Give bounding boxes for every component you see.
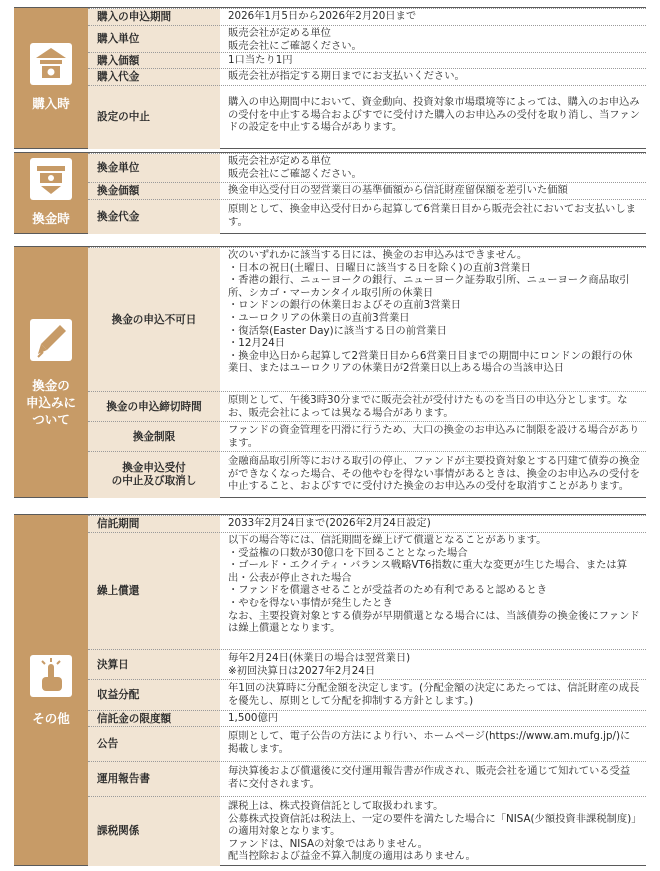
row-label: 換金価額 (88, 183, 220, 200)
row-value: 1口当たり1円 (228, 54, 293, 66)
row-label: 換金申込受付 の中止及び取消し (88, 452, 220, 498)
row-redemption-unit (88, 153, 646, 183)
row-redemption-restriction (88, 421, 646, 452)
row-value: 原則として、電子公告の方法により行い、ホームページ(https://www.am.mufg.jp/)に掲載します。 (228, 730, 631, 755)
row-value: 金融商品取引所等における取引の停止、ファンドが主要投資対象とする円建て債券の換金ができなくなった場合、その他やむを得ない事情があるときは、換金のお申込みの受付を中止すること、およびすでに受付けた換金のお申込みの受付を取消すことがあります。 (228, 455, 640, 493)
row-trust-period (88, 515, 646, 533)
category-label: 購入時 (32, 96, 70, 111)
row-value: 購入の申込期間中において、資金動向、投資対象市場環境等によっては、購入のお申込みの受付を中止する場合およびすでに受付けた購入のお申込みの受付を取り消し、当ファンドの設定を中止する場合があります。 (228, 96, 640, 134)
row-label: 設定の中止 (88, 86, 220, 149)
pointing-hand-icon (30, 655, 72, 697)
category-label: 換金時 (32, 211, 70, 226)
row-label: 購入の申込期間 (88, 9, 220, 26)
row-value: ファンドの資金管理を円滑に行うため、大口の換金のお申込みに制限を設ける場合があります。 (228, 424, 640, 449)
row-label: 繰上償還 (88, 533, 220, 650)
row-settlement-date (88, 649, 646, 680)
row-label: 購入代金 (88, 69, 220, 86)
row-label: 決算日 (88, 650, 220, 680)
row-label: 換金の申込不可日 (88, 248, 220, 392)
row-value: 1,500億円 (228, 712, 279, 724)
row-redemption-unavailable-days (88, 247, 646, 392)
row-purchase-unit (88, 25, 646, 53)
section-redemption (14, 152, 646, 234)
row-label: 運用報告書 (88, 762, 220, 797)
row-redemption-cancellation (88, 451, 646, 498)
pen-icon (30, 319, 72, 361)
category-panel (14, 247, 88, 497)
row-redemption-payment (88, 199, 646, 234)
section-redemption-application (14, 246, 646, 498)
row-label: 換金の申込締切時間 (88, 392, 220, 422)
row-public-notice (88, 726, 646, 762)
row-value: 次のいずれかに該当する日には、換金のお申込みはできません。 ・日本の祝日(土曜日、日曜日に該当する日を除く)の直前3営業日 ・香港の銀行、ニューヨークの銀行、ニューヨーク証券取引所、ニューヨーク商品取引所、シカゴ・マーカンタイル取引所の休業日 ・ロンドンの銀行の休業日およびその直前3営業日 ・ユーロクリアの休業日の直前3営業日 ・復活祭(Easter Day)に該当する日の前営業日 ・12月24日 ・換金申込日から起算して2営業日目から6営業日目までの期間中にロンドンの銀行の休業日、またはユーロクリアの休業日が2営業日以上ある場合の当該申込日 (228, 249, 633, 375)
row-purchase-suspension (88, 85, 646, 149)
category-panel (14, 8, 88, 148)
section-purchase (14, 7, 646, 149)
row-label: 信託期間 (88, 516, 220, 533)
row-value: 毎年2月24日(休業日の場合は翌営業日) ※初回決算日は2027年2月24日 (228, 652, 411, 677)
row-label: 換金制限 (88, 422, 220, 452)
row-value: 毎決算後および償還後に交付運用報告書が作成され、販売会社を通じて知れている受益者に交付されます。 (228, 765, 631, 790)
row-value: 年1回の決算時に分配金額を決定します。(分配金額の決定にあたっては、信託財産の成長を優先し、原則として分配を抑制する方針とします。) (228, 682, 640, 707)
row-value: 換金申込受付日の翌営業日の基準価額から信託財産留保額を差引いた価額 (228, 184, 568, 196)
category-label: 換金の 申込みに ついて (25, 378, 76, 427)
row-value: 販売会社が定める単位 販売会社にご確認ください。 (228, 27, 362, 52)
row-label: 購入価額 (88, 53, 220, 69)
row-value: 原則として、午後3時30分までに販売会社が受付けたものを当日の申込分とします。なお、販売会社によっては異なる場合があります。 (228, 394, 628, 419)
row-management-report (88, 761, 646, 797)
row-redemption-price (88, 182, 646, 200)
row-taxation (88, 796, 646, 866)
category-label: その他 (32, 711, 70, 726)
category-panel (14, 515, 88, 865)
row-label: 収益分配 (88, 680, 220, 711)
row-value: 販売会社が指定する期日までにお支払いください。 (228, 70, 465, 82)
row-label: 信託金の限度額 (88, 711, 220, 727)
row-value: 原則として、換金申込受付日から起算して6営業日目から販売会社においてお支払いします。 (228, 203, 636, 228)
purchase-icon (30, 43, 72, 85)
row-purchase-price (88, 52, 646, 69)
row-redemption-deadline (88, 391, 646, 422)
row-label: 換金単位 (88, 154, 220, 183)
section-other (14, 514, 646, 866)
row-value: 2026年1月5日から2026年2月20日まで (228, 10, 417, 22)
row-value: 販売会社が定める単位 販売会社にご確認ください。 (228, 155, 362, 180)
row-label: 購入単位 (88, 26, 220, 53)
row-label: 課税関係 (88, 797, 220, 866)
redemption-icon (30, 158, 72, 200)
row-distribution (88, 679, 646, 711)
row-value: 課税上は、株式投資信託として取扱われます。 公募株式投資信託は税法上、一定の要件を満たした場合に「NISA(少額投資非課税制度)」の適用対象となります。 ファンドは、NISAの対象ではありません。 配当控除および益金不算入制度の適用はありません。 (228, 800, 637, 863)
row-value: 2033年2月24日まで(2026年2月24日設定) (228, 517, 431, 529)
row-purchase-period (88, 8, 646, 26)
row-early-redemption (88, 532, 646, 650)
row-value: 以下の場合等には、信託期間を繰上げて償還となることがあります。 ・受益権の口数が30億口を下回ることとなった場合 ・ゴールド・エクイティ・バランス戦略VT6指数に重大な変更が生じた場合、または算出・公表が停止された場合 ・ファンドを償還させることが受益者のため有利であると認めるとき ・やむを得ない事情が発生したとき なお、主要投資対象とする債券が早期償還となる場合には、当該債券の換金後にファンドは繰上償還となります。 (228, 534, 640, 635)
row-label: 公告 (88, 727, 220, 762)
category-panel (14, 153, 88, 233)
row-purchase-payment (88, 68, 646, 86)
row-trust-limit (88, 710, 646, 727)
row-label: 換金代金 (88, 200, 220, 234)
